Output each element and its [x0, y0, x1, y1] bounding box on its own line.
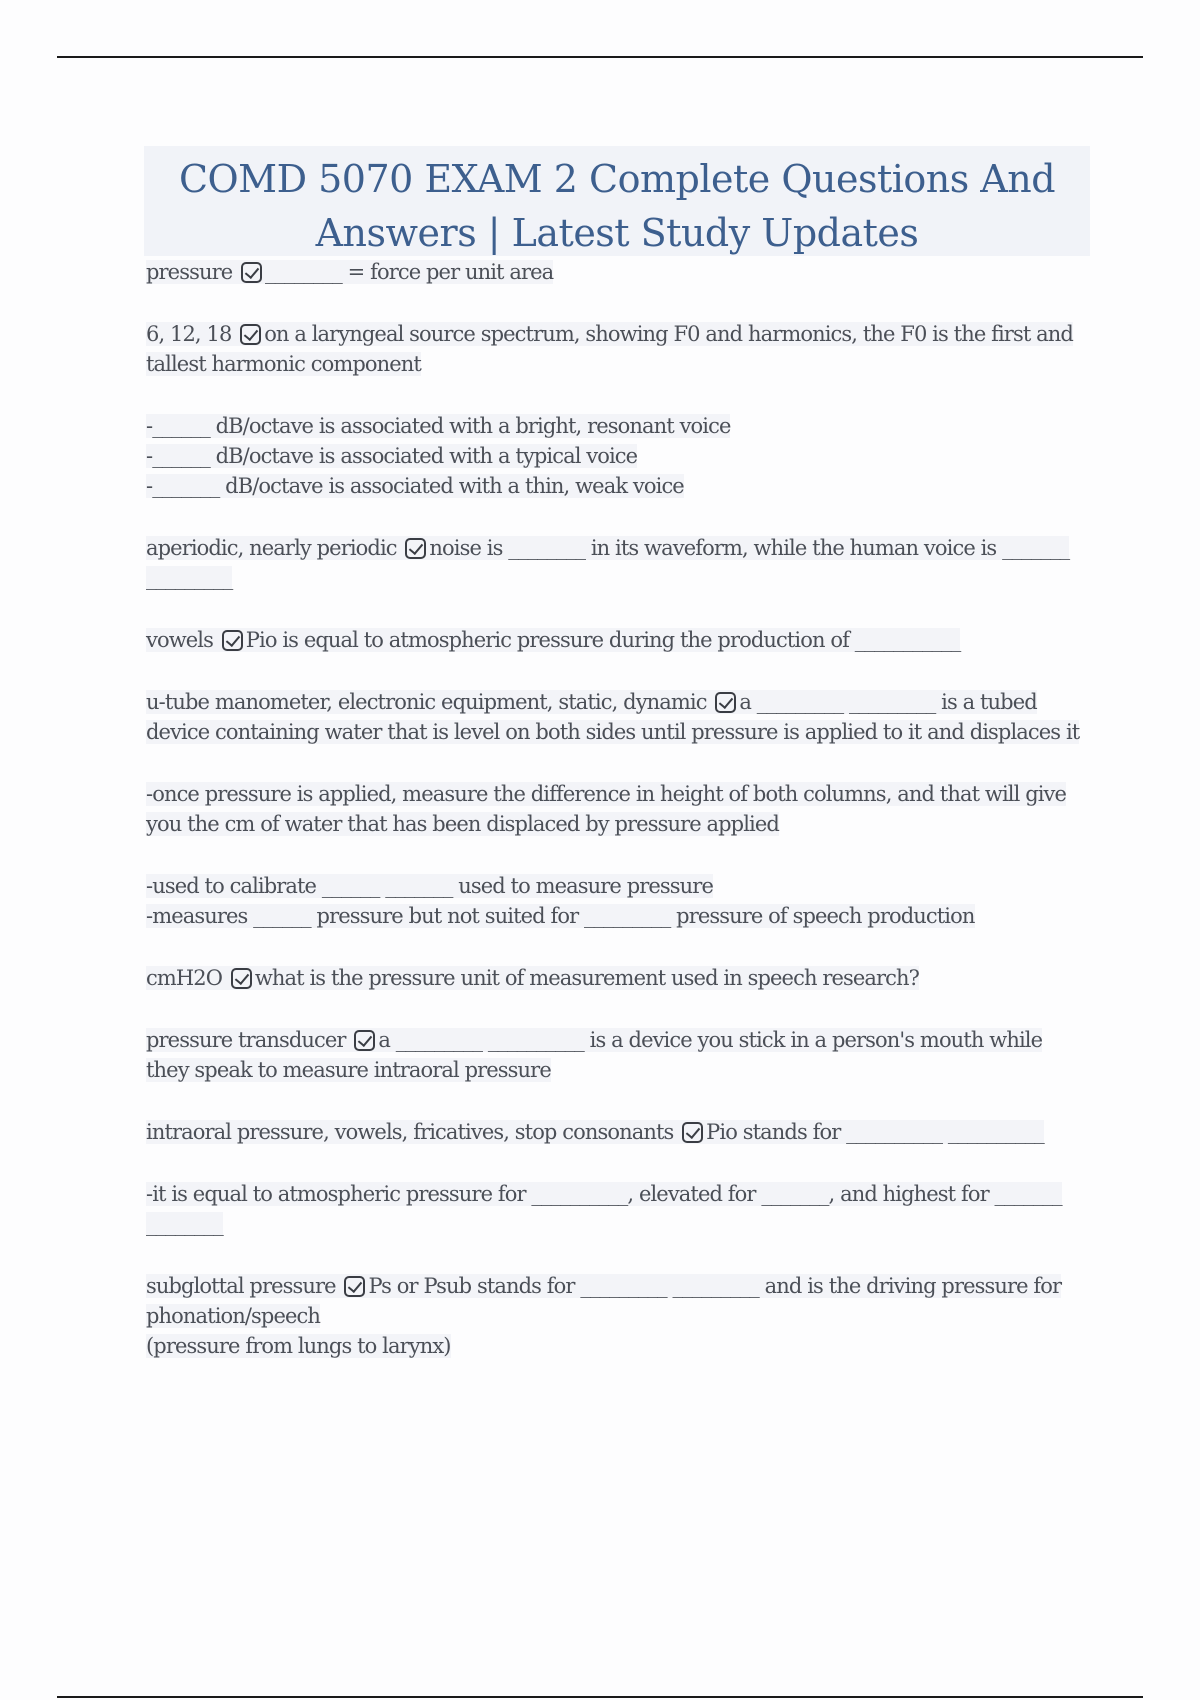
- flashcard-question: -measures ______ pressure but not suited for _________ pressure of speech production: [146, 904, 975, 928]
- bottom-rule: [57, 1696, 1143, 1698]
- checkbox-check-icon: [241, 262, 262, 283]
- flashcard: [146, 257, 1086, 287]
- flashcard-question: what is the pressure unit of measurement used in speech research?: [254, 966, 920, 990]
- flashcard: [146, 411, 1086, 501]
- flashcard-question: -_______ dB/octave is associated with a thin, weak voice: [146, 474, 684, 498]
- checkbox-check-icon: [222, 630, 243, 651]
- flashcard-answer: pressure transducer: [146, 1028, 346, 1052]
- flashcard: [146, 1179, 1086, 1239]
- flashcard-question: a _________ _________ is a tubed device containing water that is level on both sides until pressure is applied to it and displaces it: [146, 690, 1080, 744]
- flashcard: [146, 687, 1086, 747]
- flashcard: [146, 1271, 1086, 1361]
- checkbox-check-icon: [682, 1122, 703, 1143]
- flashcard: [146, 1025, 1086, 1085]
- flashcard-question: -______ dB/octave is associated with a typical voice: [146, 444, 638, 468]
- flashcard: [146, 871, 1086, 931]
- flashcard-answer: intraoral pressure, vowels, fricatives, stop consonants: [146, 1120, 674, 1144]
- flashcard-question: ________ = force per unit area: [265, 260, 554, 284]
- flashcard-answer: cmH2O: [146, 966, 223, 990]
- flashcard-question: Pio is equal to atmospheric pressure during the production of ___________: [245, 628, 961, 652]
- flashcard-answer: vowels: [146, 628, 214, 652]
- flashcard-answer: pressure: [146, 260, 233, 284]
- flashcard: [146, 779, 1086, 839]
- flashcard: [146, 963, 1086, 993]
- flashcard: [146, 319, 1086, 379]
- flashcard-answer: 6, 12, 18: [146, 322, 232, 346]
- flashcard: [146, 533, 1086, 593]
- title-banner: [144, 146, 1090, 256]
- checkbox-check-icon: [231, 968, 252, 989]
- flashcard-question: -it is equal to atmospheric pressure for __________, elevated for _______, and highest for _______ ________: [146, 1182, 1062, 1236]
- flashcard-answer: u-tube manometer, electronic equipment, static, dynamic: [146, 690, 707, 714]
- flashcard-question: a _________ __________ is a device you stick in a person's mouth while they speak to measure intraoral pressure: [146, 1028, 1043, 1082]
- flashcard-question: -______ dB/octave is associated with a bright, resonant voice: [146, 414, 731, 438]
- checkbox-check-icon: [344, 1276, 365, 1297]
- flashcard-question: Pio stands for __________ __________: [706, 1120, 1044, 1144]
- checkbox-check-icon: [715, 692, 736, 713]
- checkbox-check-icon: [354, 1030, 375, 1051]
- flashcard-question: on a laryngeal source spectrum, showing F0 and harmonics, the F0 is the first and tallest harmonic component: [146, 322, 1073, 376]
- flashcard-note: (pressure from lungs to larynx): [146, 1334, 451, 1358]
- checkbox-check-icon: [405, 538, 426, 559]
- page-title: COMD 5070 EXAM 2 Complete Questions And Answers | Latest Study Updates: [178, 157, 1056, 255]
- flashcard-question: noise is ________ in its waveform, while the human voice is _______ _________: [146, 536, 1070, 590]
- flashcard-answer: aperiodic, nearly periodic: [146, 536, 397, 560]
- flashcard: [146, 625, 1086, 655]
- flashcard-question: Ps or Psub stands for _________ _________ and is the driving pressure for phonation/speech: [146, 1274, 1062, 1328]
- flashcard: [146, 1117, 1086, 1147]
- flashcard-question: -used to calibrate ______ _______ used to measure pressure: [146, 874, 713, 898]
- flashcard-answer: subglottal pressure: [146, 1274, 336, 1298]
- flashcard-question: -once pressure is applied, measure the difference in height of both columns, and that will give you the cm of water that has been displaced by pressure applied: [146, 782, 1067, 836]
- checkbox-check-icon: [240, 324, 261, 345]
- top-rule: [57, 56, 1143, 58]
- flashcard-list: [146, 257, 1086, 1393]
